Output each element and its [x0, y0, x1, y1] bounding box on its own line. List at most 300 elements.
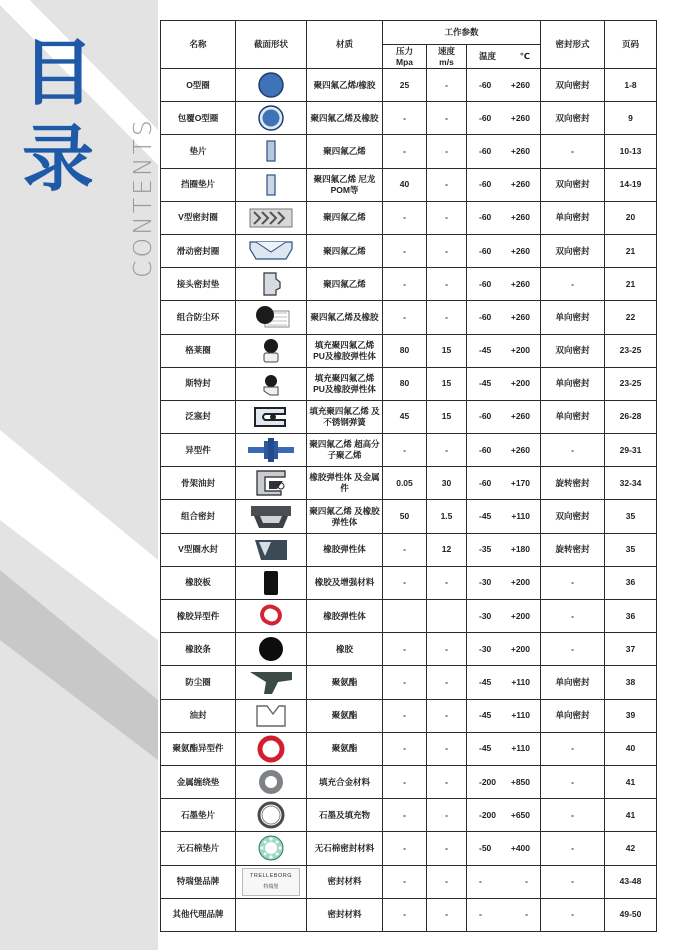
joint-gasket-icon: [238, 270, 304, 298]
pressure: 25: [383, 69, 427, 102]
temp-min: -45: [479, 710, 492, 721]
page-range[interactable]: 29-31: [605, 434, 657, 467]
speed: 30: [427, 467, 467, 500]
pressure: -: [383, 201, 427, 234]
table-row: [161, 135, 657, 168]
material: 聚氨酯: [307, 666, 383, 699]
product-name[interactable]: 斯特封: [161, 367, 236, 400]
temperature-range: [467, 865, 541, 898]
temp-max: +200: [510, 378, 531, 389]
pressure: -: [383, 832, 427, 865]
page-range[interactable]: 35: [605, 533, 657, 566]
product-name[interactable]: V型圈水封: [161, 533, 236, 566]
seal-type: 单向密封: [541, 301, 605, 334]
page-range[interactable]: 36: [605, 566, 657, 599]
temp-max: +260: [510, 179, 531, 190]
seal-type: -: [541, 832, 605, 865]
section-shape: [236, 865, 307, 898]
table-row: [161, 467, 657, 500]
product-name[interactable]: 橡胶异型件: [161, 600, 236, 633]
temp-min: -45: [479, 676, 492, 687]
temperature-range: [467, 566, 541, 599]
temp-min: -60: [479, 112, 492, 123]
temp-max: +260: [510, 444, 531, 455]
v-ring-water-seal-icon: [238, 536, 304, 564]
seal-type: -: [541, 898, 605, 931]
page-range[interactable]: 9: [605, 102, 657, 135]
pressure: -: [383, 633, 427, 666]
product-name[interactable]: 组合密封: [161, 500, 236, 533]
pressure: -: [383, 135, 427, 168]
temperature-range: [467, 467, 541, 500]
speed: -: [427, 234, 467, 267]
table-row: [161, 69, 657, 102]
page-range[interactable]: 38: [605, 666, 657, 699]
table-row: [161, 400, 657, 433]
temperature-range: [467, 367, 541, 400]
temp-max: +110: [511, 710, 531, 721]
page-range[interactable]: 41: [605, 765, 657, 798]
page-range[interactable]: 37: [605, 633, 657, 666]
product-name[interactable]: 接头密封垫: [161, 268, 236, 301]
page-range[interactable]: 26-28: [605, 400, 657, 433]
pressure: -: [383, 434, 427, 467]
product-name[interactable]: 金属缠绕垫: [161, 765, 236, 798]
table-body: [161, 69, 657, 932]
speed: -: [427, 633, 467, 666]
table-row: [161, 633, 657, 666]
pressure: -: [383, 865, 427, 898]
sliding-seal-icon: [238, 239, 304, 263]
page-range[interactable]: 42: [605, 832, 657, 865]
temperature-range: [467, 268, 541, 301]
seal-type: 双向密封: [541, 334, 605, 367]
temp-max: -: [525, 909, 529, 920]
page-range[interactable]: 23-25: [605, 334, 657, 367]
header-temp-label: 温度: [479, 51, 497, 61]
material: 橡胶弹性体: [307, 600, 383, 633]
temperature-range: [467, 699, 541, 732]
temp-max: +170: [510, 477, 531, 488]
v-packing-icon: [238, 206, 304, 230]
pressure: 0.05: [383, 467, 427, 500]
header-speed: [427, 45, 467, 69]
material: 石墨及填充物: [307, 799, 383, 832]
table-row: [161, 301, 657, 334]
o-ring-icon: [238, 71, 304, 99]
temp-min: -200: [479, 809, 497, 820]
title-char-1: 目: [22, 30, 95, 115]
speed: -: [427, 666, 467, 699]
speed: -: [427, 135, 467, 168]
section-shape: [236, 500, 307, 533]
temp-min: -60: [479, 278, 492, 289]
material: 聚四氟乙烯: [307, 268, 383, 301]
material: 聚氨酯: [307, 732, 383, 765]
speed: -: [427, 102, 467, 135]
product-name[interactable]: 泛塞封: [161, 400, 236, 433]
temp-min: -60: [479, 477, 492, 488]
seal-type: 旋转密封: [541, 533, 605, 566]
non-asbestos-gasket-icon: [238, 834, 304, 862]
temp-max: +200: [510, 345, 531, 356]
temp-min: -60: [479, 245, 492, 256]
page-range[interactable]: 43-48: [605, 865, 657, 898]
product-name[interactable]: V型密封圈: [161, 201, 236, 234]
temp-min: -: [479, 909, 482, 920]
temp-min: -60: [479, 179, 492, 190]
table-row: [161, 600, 657, 633]
material: 橡胶弹性体 及金属件: [307, 467, 383, 500]
material: 填充聚四氟乙烯 PU及橡胶弹性体: [307, 367, 383, 400]
section-shape: [236, 400, 307, 433]
temp-max: +260: [510, 112, 531, 123]
product-name[interactable]: 特瑞堡品牌: [161, 865, 236, 898]
material: 聚四氟乙烯 尼龙POM等: [307, 168, 383, 201]
temperature-range: [467, 832, 541, 865]
section-shape: [236, 168, 307, 201]
page-range[interactable]: 35: [605, 500, 657, 533]
product-name[interactable]: 骨架油封: [161, 467, 236, 500]
speed: -: [427, 898, 467, 931]
table-row: [161, 234, 657, 267]
temp-max: +400: [510, 842, 531, 853]
material: 聚四氟乙烯及橡胶: [307, 102, 383, 135]
seal-type: -: [541, 865, 605, 898]
material: 聚四氟乙烯: [307, 201, 383, 234]
pressure: 40: [383, 168, 427, 201]
temp-max: +200: [510, 577, 531, 588]
page-range[interactable]: 22: [605, 301, 657, 334]
product-name[interactable]: 滑动密封圈: [161, 234, 236, 267]
temp-min: -30: [479, 643, 492, 654]
product-name[interactable]: 垫片: [161, 135, 236, 168]
material: 聚四氟乙烯 及橡胶弹性体: [307, 500, 383, 533]
table-row: [161, 799, 657, 832]
temp-min: -200: [479, 776, 497, 787]
header-speed-label: 速度: [437, 45, 455, 56]
temp-min: -45: [479, 345, 492, 356]
header-section: 截面形状: [236, 21, 307, 69]
page-range[interactable]: 14-19: [605, 168, 657, 201]
temperature-range: [467, 334, 541, 367]
pressure: -: [383, 533, 427, 566]
speed: -: [427, 865, 467, 898]
product-name[interactable]: 包覆O型圈: [161, 102, 236, 135]
temp-min: -45: [479, 511, 492, 522]
product-name[interactable]: 无石棉垫片: [161, 832, 236, 865]
section-shape: [236, 699, 307, 732]
product-name[interactable]: 组合防尘环: [161, 301, 236, 334]
page-range[interactable]: 10-13: [605, 135, 657, 168]
page-range[interactable]: 21: [605, 268, 657, 301]
gasket-section-icon: [238, 137, 304, 165]
header-speed-unit: m/s: [439, 56, 454, 67]
temp-min: -60: [479, 212, 492, 223]
speed: -: [427, 566, 467, 599]
header-page: 页码: [605, 21, 657, 69]
rubber-cord-icon: [238, 635, 304, 663]
product-name[interactable]: 油封: [161, 699, 236, 732]
temp-min: -45: [479, 378, 492, 389]
title-char-2: 录: [22, 116, 95, 201]
temp-max: +650: [510, 809, 531, 820]
product-name[interactable]: 防尘圈: [161, 666, 236, 699]
section-shape: [236, 732, 307, 765]
seal-type: 旋转密封: [541, 467, 605, 500]
temp-max: +260: [510, 79, 531, 90]
page-range[interactable]: 49-50: [605, 898, 657, 931]
header-temperature: [467, 45, 541, 69]
temp-max: +260: [510, 212, 531, 223]
temperature-range: [467, 135, 541, 168]
pressure: -: [383, 301, 427, 334]
temp-max: +110: [511, 511, 531, 522]
temp-min: -35: [479, 544, 492, 555]
product-name[interactable]: O型圈: [161, 69, 236, 102]
product-name[interactable]: 橡胶条: [161, 633, 236, 666]
material: 橡胶: [307, 633, 383, 666]
pressure: 45: [383, 400, 427, 433]
temperature-range: [467, 201, 541, 234]
pressure: -: [383, 799, 427, 832]
speed: -: [427, 732, 467, 765]
material: 聚四氟乙烯 超高分子聚乙烯: [307, 434, 383, 467]
temp-max: +180: [510, 544, 531, 555]
section-shape: [236, 69, 307, 102]
temp-max: -: [525, 876, 529, 887]
pressure: 80: [383, 334, 427, 367]
table-row: [161, 168, 657, 201]
temp-min: -60: [479, 145, 492, 156]
seal-type: 双向密封: [541, 69, 605, 102]
spiral-wound-gasket-icon: [238, 768, 304, 796]
section-shape: [236, 765, 307, 798]
temperature-range: [467, 898, 541, 931]
product-name[interactable]: 其他代理品牌: [161, 898, 236, 931]
material: 橡胶及增强材料: [307, 566, 383, 599]
section-shape: [236, 135, 307, 168]
table-row: [161, 367, 657, 400]
table-row: [161, 566, 657, 599]
temp-min: -60: [479, 311, 492, 322]
backup-ring-icon: [238, 171, 304, 199]
material: 无石棉密封材料: [307, 832, 383, 865]
rubber-sheet-icon: [238, 569, 304, 597]
speed: -: [427, 799, 467, 832]
product-name[interactable]: 挡圈垫片: [161, 168, 236, 201]
temp-min: -60: [479, 411, 492, 422]
temp-max: +200: [510, 643, 531, 654]
seal-type: 双向密封: [541, 500, 605, 533]
header-temp-unit: ℃: [519, 51, 531, 61]
encapsulated-o-ring-icon: [238, 104, 304, 132]
material: 填充合金材料: [307, 765, 383, 798]
page-range[interactable]: 39: [605, 699, 657, 732]
seal-type: -: [541, 732, 605, 765]
pressure: [383, 600, 427, 633]
material: 密封材料: [307, 865, 383, 898]
page-range[interactable]: 20: [605, 201, 657, 234]
section-shape: [236, 268, 307, 301]
product-name[interactable]: 橡胶板: [161, 566, 236, 599]
speed: -: [427, 69, 467, 102]
temperature-range: [467, 732, 541, 765]
table-row: [161, 732, 657, 765]
seal-type: 单向密封: [541, 367, 605, 400]
temperature-range: [467, 600, 541, 633]
temperature-range: [467, 102, 541, 135]
table-row: [161, 334, 657, 367]
table-row: [161, 500, 657, 533]
speed: 15: [427, 367, 467, 400]
header-pressure-unit: Mpa: [396, 56, 413, 67]
material: 填充聚四氟乙烯 PU及橡胶弹性体: [307, 334, 383, 367]
table-row: [161, 533, 657, 566]
seal-type: -: [541, 268, 605, 301]
graphite-gasket-icon: [238, 801, 304, 829]
seal-type: -: [541, 765, 605, 798]
section-shape: [236, 799, 307, 832]
seal-type: 单向密封: [541, 699, 605, 732]
section-shape: [236, 334, 307, 367]
pu-profile-ring-icon: [238, 735, 304, 763]
temp-min: -30: [479, 577, 492, 588]
header-seal-type: 密封形式: [541, 21, 605, 69]
table-row: [161, 666, 657, 699]
framework-oil-seal-icon: [238, 467, 304, 499]
temperature-range: [467, 168, 541, 201]
pressure: -: [383, 765, 427, 798]
header-pressure-label: 压力: [395, 45, 413, 56]
material: 密封材料: [307, 898, 383, 931]
page-subtitle: CONTENTS: [128, 117, 157, 278]
section-shape: [236, 367, 307, 400]
temp-max: +260: [510, 145, 531, 156]
speed: 1.5: [427, 500, 467, 533]
temp-max: +260: [510, 278, 531, 289]
speed: -: [427, 699, 467, 732]
seal-type: 单向密封: [541, 201, 605, 234]
temperature-range: [467, 666, 541, 699]
section-shape: [236, 832, 307, 865]
section-shape: [236, 467, 307, 500]
speed: -: [427, 168, 467, 201]
seal-type: -: [541, 434, 605, 467]
pressure: -: [383, 666, 427, 699]
seal-type: 双向密封: [541, 168, 605, 201]
product-name[interactable]: 石墨垫片: [161, 799, 236, 832]
header-params: 工作参数: [383, 21, 541, 45]
speed: -: [427, 268, 467, 301]
page-range[interactable]: 23-25: [605, 367, 657, 400]
seal-type: -: [541, 600, 605, 633]
speed: [427, 600, 467, 633]
temperature-range: [467, 69, 541, 102]
material: 聚四氟乙烯及橡胶: [307, 301, 383, 334]
speed: -: [427, 832, 467, 865]
oil-seal-icon: [238, 702, 304, 730]
speed: -: [427, 201, 467, 234]
product-name[interactable]: 异型件: [161, 434, 236, 467]
pressure: -: [383, 102, 427, 135]
temp-min: -30: [479, 610, 492, 621]
page-range[interactable]: 40: [605, 732, 657, 765]
section-shape: [236, 234, 307, 267]
page-range[interactable]: 41: [605, 799, 657, 832]
pressure: -: [383, 699, 427, 732]
section-shape: [236, 666, 307, 699]
section-shape: [236, 633, 307, 666]
table-row: [161, 434, 657, 467]
speed: -: [427, 765, 467, 798]
rubber-profile-icon: [238, 602, 304, 630]
table-row: [161, 699, 657, 732]
step-seal-icon: [238, 370, 304, 398]
page-range[interactable]: 21: [605, 234, 657, 267]
temperature-range: [467, 765, 541, 798]
table-row: [161, 865, 657, 898]
speed: -: [427, 434, 467, 467]
temp-min: -60: [479, 444, 492, 455]
pressure: -: [383, 898, 427, 931]
table-row: [161, 102, 657, 135]
temperature-range: [467, 633, 541, 666]
seal-type: -: [541, 799, 605, 832]
pressure: -: [383, 234, 427, 267]
temperature-range: [467, 500, 541, 533]
section-shape: [236, 533, 307, 566]
table-row: [161, 832, 657, 865]
glyd-ring-icon: [238, 337, 304, 365]
combo-wiper-icon: [238, 303, 304, 331]
temperature-range: [467, 400, 541, 433]
speed: 15: [427, 334, 467, 367]
section-shape: [236, 600, 307, 633]
page-range[interactable]: 36: [605, 600, 657, 633]
material: 聚四氟乙烯/橡胶: [307, 69, 383, 102]
material: 聚氨酯: [307, 699, 383, 732]
page-title: [22, 30, 94, 202]
speed: 15: [427, 400, 467, 433]
speed: -: [427, 301, 467, 334]
page-range[interactable]: 32-34: [605, 467, 657, 500]
seal-type: 双向密封: [541, 234, 605, 267]
section-shape: [236, 301, 307, 334]
section-shape: [236, 201, 307, 234]
speed: 12: [427, 533, 467, 566]
header-name: 名称: [161, 21, 236, 69]
table-row: [161, 898, 657, 931]
page-range[interactable]: 1-8: [605, 69, 657, 102]
material: 填充聚四氟乙烯 及不锈钢弹簧: [307, 400, 383, 433]
seal-type: -: [541, 633, 605, 666]
spring-energized-seal-icon: [238, 403, 304, 431]
combined-seal-icon: [238, 503, 304, 531]
temp-min: -60: [479, 79, 492, 90]
temp-max: +260: [510, 311, 531, 322]
pressure: 80: [383, 367, 427, 400]
sidebar-band: [0, 0, 158, 950]
product-name[interactable]: 聚氨酯异型件: [161, 732, 236, 765]
contents-table: [160, 20, 657, 932]
table-row: [161, 765, 657, 798]
table-row: [161, 268, 657, 301]
seal-type: 单向密封: [541, 400, 605, 433]
product-name[interactable]: 格莱圈: [161, 334, 236, 367]
temp-min: -45: [479, 743, 492, 754]
temp-max: +850: [510, 776, 531, 787]
